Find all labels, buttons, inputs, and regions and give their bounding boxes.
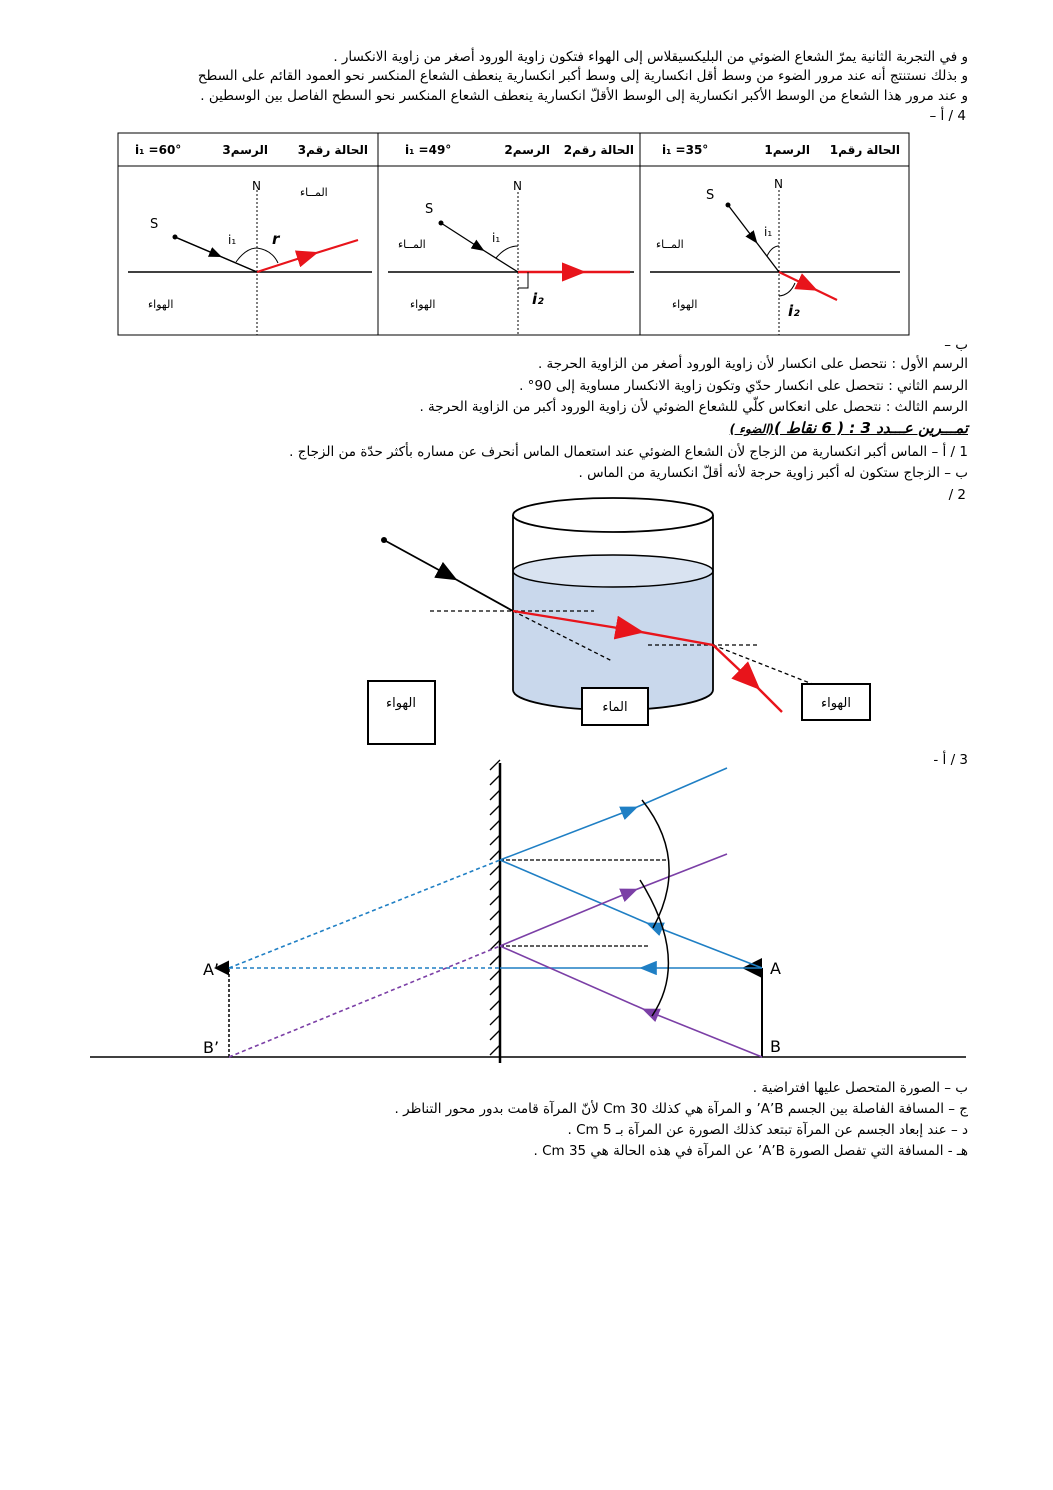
text-line-3: و عند مرور هذا الشعاع من الوسط الأكبر انكسارية إلى الوسط الأقلّ انكسارية ينعطف الشعاع المنكسر نحو السطح الفاصل بين الوسطين . — [200, 88, 968, 104]
svg-text:S: S — [425, 202, 434, 217]
final-line-4: هـ - المسافة التي تفصل الصورة A’B’ عن المرآة في هذه الحالة هي 35 Cm . — [533, 1143, 968, 1159]
text-line-2: و بذلك نستنتج أنه عند مرور الضوء من وسط أقل انكسارية إلى وسط أكبر انكسارية ينعطف الشعاع المنكسر نحو العمود القائم على السطح — [197, 68, 968, 84]
panel-case1 — [650, 177, 900, 335]
svg-text:الحالة رقم3: الحالة رقم3 — [297, 143, 368, 157]
svg-text:المــاء: المــاء — [656, 238, 684, 251]
svg-text:الهواء: الهواء — [148, 298, 174, 311]
final-line-3: د – عند إبعاد الجسم عن المرآة تبتعد كذلك الصورة عن المرآة بـ 5 Cm . — [567, 1122, 968, 1138]
b-line-1: الرسم الأول : نتحصل على انكسار لأن زاوية الورود أصغر من الزاوية الحرجة . — [537, 356, 968, 372]
svg-text:r: r — [272, 230, 280, 248]
svg-text:N: N — [513, 179, 522, 193]
svg-text:الرسم1: الرسم1 — [764, 143, 810, 157]
mirror-figure — [0, 750, 1053, 1070]
exercise3-title: تمـــرين عـــدد 3 : ( 6 نقاط )(الضوء ) — [729, 419, 968, 437]
svg-text:i₁ =49°: i₁ =49° — [405, 143, 452, 157]
refraction-table — [0, 0, 1053, 345]
b-line-3: الرسم الثالث : نتحصل على انعكاس كلّي للشعاع الضوئي لأن زاوية الورود أكبر من الزاوية الحرجة . — [419, 399, 968, 415]
svg-text:i₁: i₁ — [764, 225, 773, 239]
header-case1 — [662, 143, 900, 157]
header-case2 — [405, 143, 634, 157]
point-B-image: B’ — [203, 1038, 220, 1057]
b-line-2: الرسم الثاني : نتحصل على انكسار حدّي وتكون زاوية الانكسار مساوية إلى 90° . — [519, 378, 968, 394]
text-line-1: و في التجربة الثانية يمرّ الشعاع الضوئي من البليكسيقلاس إلى الهواء فتكون زاوية الورود أصغر من زاوية الانكسار . — [333, 49, 968, 65]
point-B: B — [770, 1037, 781, 1056]
svg-text:الهواء: الهواء — [672, 298, 698, 311]
ex3-line-2: ب – الزجاج ستكون له أكبر زاوية حرجة لأنه أقلّ انكسارية من الماس . — [578, 465, 968, 481]
header-case3 — [135, 143, 368, 157]
svg-text:i₁ =35°: i₁ =35° — [662, 143, 709, 157]
svg-text:S: S — [706, 188, 715, 203]
label-air-left: الهواء — [385, 696, 417, 711]
label-water: الماء — [602, 700, 628, 715]
svg-text:i₂: i₂ — [532, 290, 544, 308]
panel-case2 — [388, 179, 634, 335]
point-A: A — [770, 959, 781, 978]
svg-text:i₁ =60°: i₁ =60° — [135, 143, 182, 157]
svg-text:N: N — [252, 179, 261, 193]
b-label: ب – — [944, 337, 968, 353]
svg-text:الرسم2: الرسم2 — [504, 143, 550, 157]
svg-text:الحالة رقم2: الحالة رقم2 — [563, 143, 634, 157]
svg-text:المــاء: المــاء — [300, 186, 328, 199]
svg-text:المــاء: المــاء — [398, 238, 426, 251]
ex3-line-1: 1 / أ – الماس أكبر انكسارية من الزجاج لأن الشعاع الضوئي عند استعمال الماس أنحرف عن مساره بأكثر حدّة من الزجاج . — [289, 444, 968, 460]
label-air-right: الهواء — [820, 696, 852, 711]
q3a-label: 3 / أ - — [933, 752, 968, 768]
svg-text:الرسم3: الرسم3 — [222, 143, 268, 157]
svg-text:i₂: i₂ — [788, 302, 800, 320]
svg-text:i₁: i₁ — [228, 233, 237, 247]
svg-text:i₁: i₁ — [492, 231, 501, 245]
final-line-1: ب – الصورة المتحصل عليها افتراضية . — [752, 1080, 968, 1096]
point-A-image: A’ — [203, 960, 220, 979]
final-line-2: ج – المسافة الفاصلة بين الجسم A’B’ و المرآة هي كذلك 30 Cm لأنّ المرآة قامت بدور محور التناظر . — [394, 1101, 968, 1117]
q2-label: 2 / — [948, 487, 966, 503]
svg-text:N: N — [774, 177, 783, 191]
svg-text:الهواء: الهواء — [410, 298, 436, 311]
q4a-label: 4 / أ – — [929, 108, 966, 124]
panel-case3 — [128, 179, 372, 335]
svg-text:الحالة رقم1: الحالة رقم1 — [829, 143, 900, 157]
svg-text:S: S — [150, 217, 159, 232]
beaker-figure — [0, 495, 1053, 750]
